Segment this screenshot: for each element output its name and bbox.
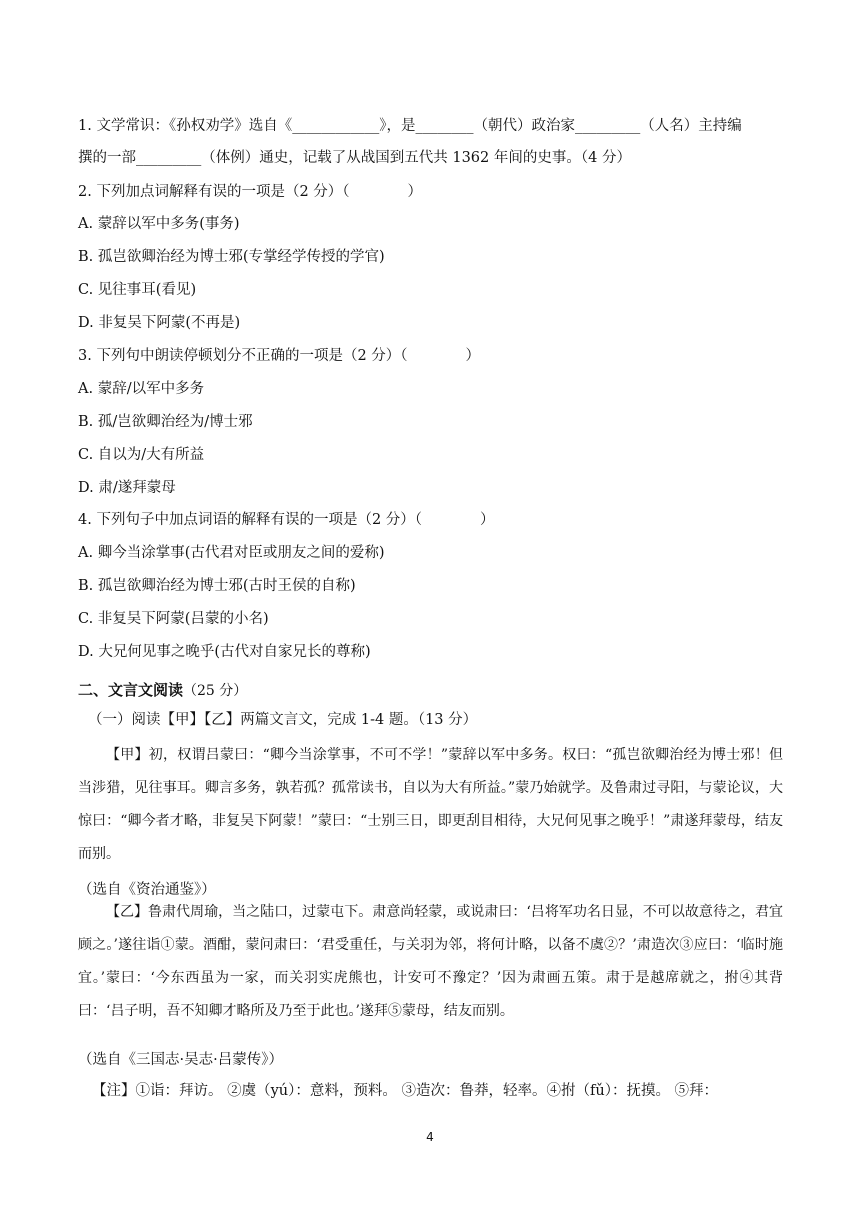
section-2-score: （25 分） xyxy=(183,683,248,699)
question-4-option-b: B. 孤岂欲卿治经为博士邪(古时王侯的自称) xyxy=(78,578,356,594)
section-2-title: 二、文言文阅读 xyxy=(78,681,184,699)
annotation-note: 【注】①诣：拜访。 ②虞（yú）：意料，预料。 ③造次：鲁莽，轻率。④拊（fǔ）：抚摸。 ⑤拜： xyxy=(92,1083,719,1099)
question-3-option-d: D. 肃/遂拜蒙母 xyxy=(78,480,176,496)
question-2-option-c: C. 见往事耳(看见) xyxy=(78,282,197,298)
section-2-heading xyxy=(78,680,800,701)
page-number: 4 xyxy=(426,1130,434,1144)
question-2-option-d: D. 非复吴下阿蒙(不再是) xyxy=(78,315,241,331)
question-3-option-a: A. 蒙辞/以军中多务 xyxy=(78,381,205,397)
question-4-option-d: D. 大兄何见事之晚乎(古代对自家兄长的尊称) xyxy=(78,644,371,660)
question-1-line-1: 1. 文学常识：《孙权劝学》选自《____________》，是________（朝代）政治家_________（人名）主持编 xyxy=(78,118,742,134)
passage-yi: 【乙】鲁肃代周瑜，当之陆口，过蒙屯下。肃意尚轻蒙，或说肃曰：‘吕将军功名日显，不可以故意待之，君宜顾之。’遂往诣①蒙。酒酣，蒙问肃曰：‘君受重任，与关羽为邻，将何计略，以备不虞②？’肃造次③应曰：‘临时施宜。’蒙曰：‘今东西虽为一家，而关羽实虎熊也，计安可不豫定？’因为肃画五策。肃于是越席就之，拊④其背曰：‘吕子明，吾不知卿才略所及乃至于此也。’遂拜⑤蒙母，结友而别。 xyxy=(78,904,783,1019)
question-3-option-b: B. 孤/岂欲卿治经为/博士邪 xyxy=(78,414,253,430)
question-2-stem: 2. 下列加点词解释有误的一项是（2 分）（ ） xyxy=(78,184,423,200)
question-2-option-b: B. 孤岂欲卿治经为博士邪(专掌经学传授的学官) xyxy=(78,249,385,265)
passage-jia: 【甲】初，权谓吕蒙曰：“卿今当涂掌事，不可不学！”蒙辞以军中多务。权曰：“孤岂欲卿治经为博士邪！但当涉猎，见往事耳。卿言多务，孰若孤？孤常读书，自以为大有所益。”蒙乃始就学。及鲁肃过寻阳，与蒙论议，大惊曰：“卿今者才略，非复吴下阿蒙！”蒙曰：“士别三日，即更刮目相待，大兄何见事之晚乎！”肃遂拜蒙母，结友而别。 xyxy=(78,747,783,862)
question-4-stem: 4. 下列句子中加点词语的解释有误的一项是（2 分）（ ） xyxy=(78,512,495,528)
question-4-option-c: C. 非复吴下阿蒙(吕蒙的小名) xyxy=(78,611,269,627)
section-2-instruction: （一）阅读【甲】【乙】两篇文言文，完成 1-4 题。（13 分） xyxy=(88,712,478,728)
question-1-line-2: 撰的一部_________（体例）通史，记载了从战国到五代共 1362 年间的史事。（4 分） xyxy=(78,150,631,166)
question-4-option-a: A. 卿今当涂掌事(古代君对臣或朋友之间的爱称) xyxy=(78,545,385,561)
question-3-option-c: C. 自以为/大有所益 xyxy=(78,447,205,463)
question-3-stem: 3. 下列句中朗读停顿划分不正确的一项是（2 分）（ ） xyxy=(78,348,481,364)
passage-yi-source: （选自《三国志·吴志·吕蒙传》） xyxy=(78,1052,283,1068)
question-2-option-a: A. 蒙辞以军中多务(事务) xyxy=(78,216,240,232)
passage-jia-source: （选自《资治通鉴》） xyxy=(78,882,216,898)
